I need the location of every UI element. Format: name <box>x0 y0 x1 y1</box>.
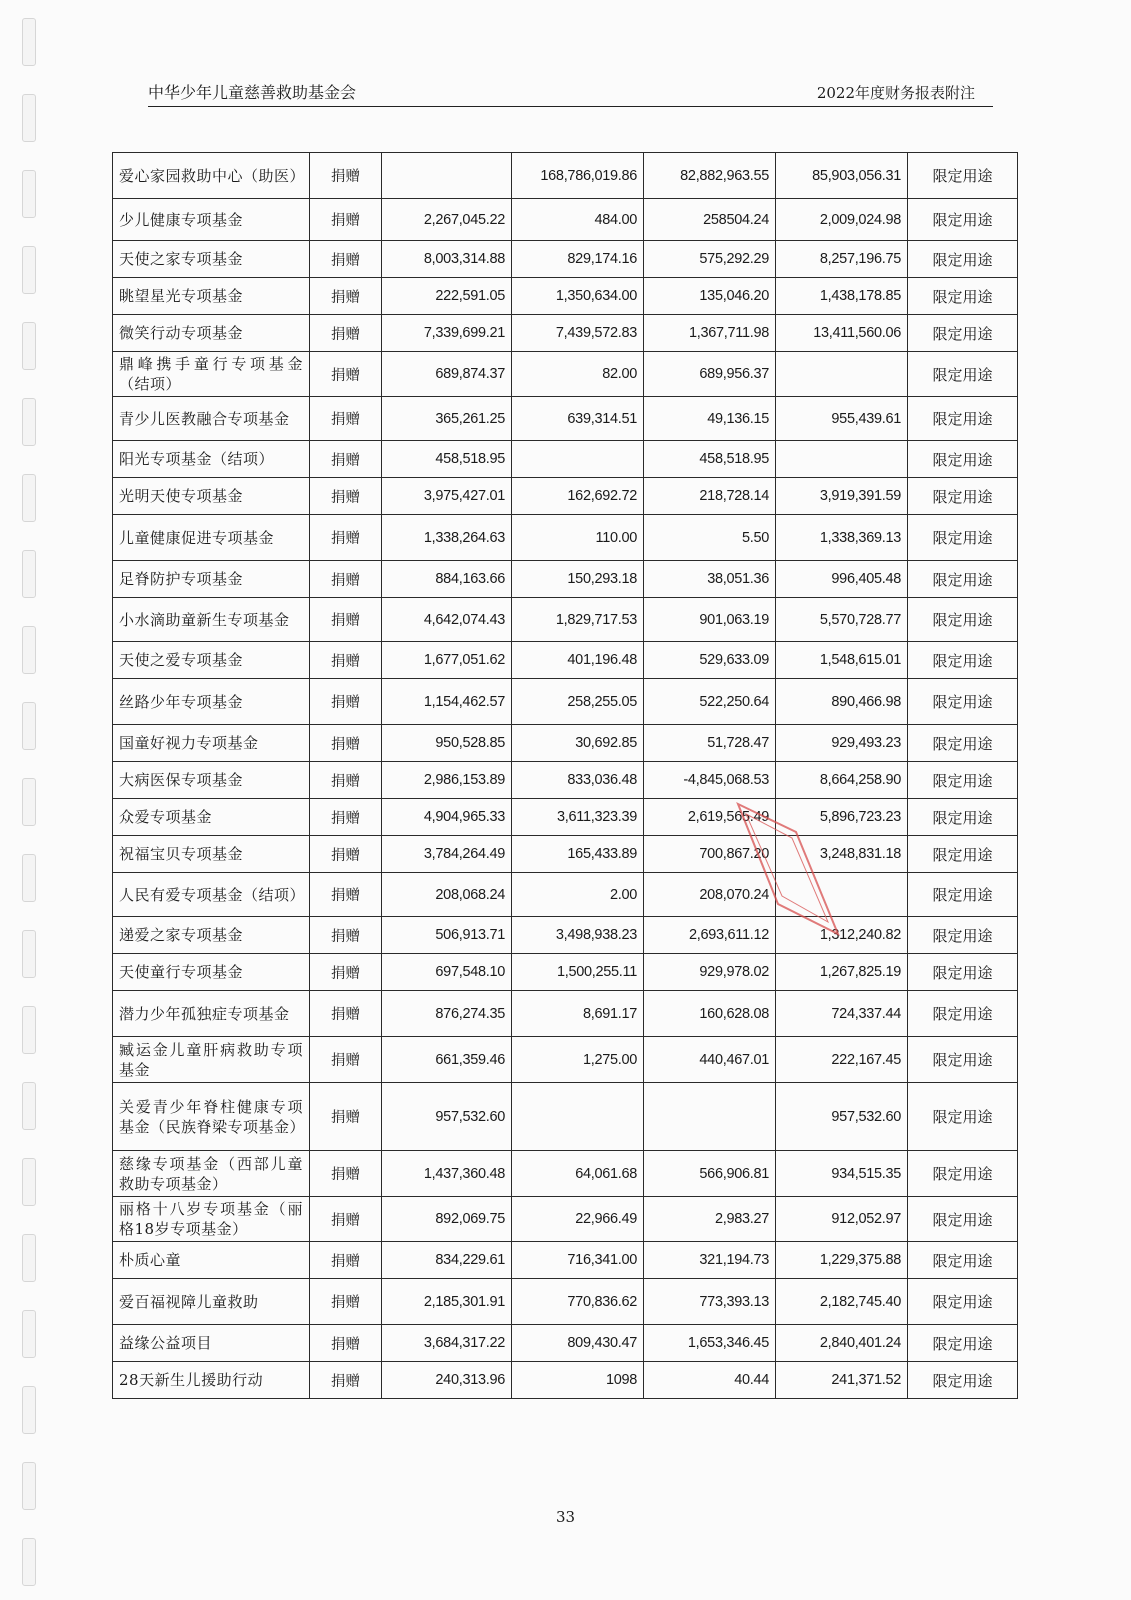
increase-amount-cell: 110.00 <box>512 515 644 561</box>
table-row <box>113 954 1018 991</box>
closing-balance-cell: 1,312,240.82 <box>776 917 908 954</box>
increase-amount-cell: 401,196.48 <box>512 642 644 679</box>
fund-type-cell: 捐赠 <box>310 352 382 397</box>
fund-use-cell: 限定用途 <box>908 873 1018 917</box>
opening-balance-cell: 1,437,360.48 <box>382 1151 512 1197</box>
closing-balance-cell: 13,411,560.06 <box>776 315 908 352</box>
decrease-amount-cell: 566,906.81 <box>644 1151 776 1197</box>
opening-balance-cell: 689,874.37 <box>382 352 512 397</box>
binding-hole <box>22 322 36 370</box>
increase-amount-cell: 82.00 <box>512 352 644 397</box>
closing-balance-cell: 222,167.45 <box>776 1037 908 1083</box>
fund-type-cell: 捐赠 <box>310 561 382 598</box>
fund-name-cell: 阳光专项基金（结项） <box>113 441 310 478</box>
decrease-amount-cell: 575,292.29 <box>644 241 776 278</box>
increase-amount-cell: 165,433.89 <box>512 836 644 873</box>
increase-amount-cell: 258,255.05 <box>512 679 644 725</box>
closing-balance-cell: 8,664,258.90 <box>776 762 908 799</box>
opening-balance-cell: 4,642,074.43 <box>382 598 512 642</box>
fund-name-cell: 28天新生儿援助行动 <box>113 1362 310 1399</box>
fund-use-cell: 限定用途 <box>908 1279 1018 1325</box>
fund-type-cell: 捐赠 <box>310 873 382 917</box>
increase-amount-cell: 2.00 <box>512 873 644 917</box>
restricted-funds-table <box>112 152 1018 1399</box>
increase-amount-cell <box>512 1083 644 1151</box>
fund-use-cell: 限定用途 <box>908 199 1018 241</box>
decrease-amount-cell: 929,978.02 <box>644 954 776 991</box>
increase-amount-cell: 1,350,634.00 <box>512 278 644 315</box>
fund-use-cell: 限定用途 <box>908 917 1018 954</box>
increase-amount-cell: 1,500,255.11 <box>512 954 644 991</box>
binding-hole <box>22 930 36 978</box>
fund-type-cell: 捐赠 <box>310 1362 382 1399</box>
fund-type-cell: 捐赠 <box>310 199 382 241</box>
increase-amount-cell <box>512 441 644 478</box>
fund-type-cell: 捐赠 <box>310 1279 382 1325</box>
fund-name-cell: 足脊防护专项基金 <box>113 561 310 598</box>
opening-balance-cell: 3,975,427.01 <box>382 478 512 515</box>
closing-balance-cell: 2,840,401.24 <box>776 1325 908 1362</box>
opening-balance-cell: 892,069.75 <box>382 1197 512 1242</box>
opening-balance-cell: 661,359.46 <box>382 1037 512 1083</box>
table-row <box>113 278 1018 315</box>
document-title: 2022年度财务报表附注 <box>816 84 975 102</box>
table-row <box>113 1362 1018 1399</box>
opening-balance-cell: 957,532.60 <box>382 1083 512 1151</box>
fund-use-cell: 限定用途 <box>908 1242 1018 1279</box>
opening-balance-cell: 2,185,301.91 <box>382 1279 512 1325</box>
closing-balance-cell: 1,548,615.01 <box>776 642 908 679</box>
decrease-amount-cell: 160,628.08 <box>644 991 776 1037</box>
binding-hole <box>22 94 36 142</box>
fund-name-cell: 潜力少年孤独症专项基金 <box>113 991 310 1037</box>
fund-use-cell: 限定用途 <box>908 1083 1018 1151</box>
decrease-amount-cell: 522,250.64 <box>644 679 776 725</box>
fund-type-cell: 捐赠 <box>310 679 382 725</box>
decrease-amount-cell: 258504.24 <box>644 199 776 241</box>
table-row <box>113 241 1018 278</box>
increase-amount-cell: 484.00 <box>512 199 644 241</box>
fund-name-cell: 人民有爱专项基金（结项） <box>113 873 310 917</box>
fund-use-cell: 限定用途 <box>908 352 1018 397</box>
decrease-amount-cell: 440,467.01 <box>644 1037 776 1083</box>
increase-amount-cell: 162,692.72 <box>512 478 644 515</box>
closing-balance-cell: 724,337.44 <box>776 991 908 1037</box>
fund-use-cell: 限定用途 <box>908 315 1018 352</box>
decrease-amount-cell: 458,518.95 <box>644 441 776 478</box>
fund-name-cell: 青少儿医教融合专项基金 <box>113 397 310 441</box>
opening-balance-cell: 3,684,317.22 <box>382 1325 512 1362</box>
fund-name-cell: 天使童行专项基金 <box>113 954 310 991</box>
closing-balance-cell: 1,438,178.85 <box>776 278 908 315</box>
decrease-amount-cell: 2,983.27 <box>644 1197 776 1242</box>
table-row <box>113 315 1018 352</box>
fund-name-cell: 祝福宝贝专项基金 <box>113 836 310 873</box>
increase-amount-cell: 3,611,323.39 <box>512 799 644 836</box>
fund-type-cell: 捐赠 <box>310 725 382 762</box>
closing-balance-cell: 929,493.23 <box>776 725 908 762</box>
opening-balance-cell: 8,003,314.88 <box>382 241 512 278</box>
binding-hole <box>22 1310 36 1358</box>
decrease-amount-cell: 1,653,346.45 <box>644 1325 776 1362</box>
binding-hole <box>22 1158 36 1206</box>
table-row <box>113 679 1018 725</box>
table-row <box>113 153 1018 199</box>
closing-balance-cell: 996,405.48 <box>776 561 908 598</box>
decrease-amount-cell: 321,194.73 <box>644 1242 776 1279</box>
increase-amount-cell: 22,966.49 <box>512 1197 644 1242</box>
decrease-amount-cell: 208,070.24 <box>644 873 776 917</box>
table-row <box>113 598 1018 642</box>
fund-type-cell: 捐赠 <box>310 836 382 873</box>
fund-use-cell: 限定用途 <box>908 991 1018 1037</box>
fund-type-cell: 捐赠 <box>310 278 382 315</box>
fund-name-cell: 国童好视力专项基金 <box>113 725 310 762</box>
binding-hole <box>22 702 36 750</box>
opening-balance-cell: 4,904,965.33 <box>382 799 512 836</box>
binding-hole <box>22 550 36 598</box>
closing-balance-cell: 3,919,391.59 <box>776 478 908 515</box>
fund-use-cell: 限定用途 <box>908 954 1018 991</box>
fund-type-cell: 捐赠 <box>310 991 382 1037</box>
opening-balance-cell: 222,591.05 <box>382 278 512 315</box>
table-row <box>113 1325 1018 1362</box>
fund-type-cell: 捐赠 <box>310 1037 382 1083</box>
binding-hole <box>22 170 36 218</box>
fund-name-cell: 微笑行动专项基金 <box>113 315 310 352</box>
opening-balance-cell: 2,267,045.22 <box>382 199 512 241</box>
binding-hole <box>22 1006 36 1054</box>
table-row <box>113 199 1018 241</box>
decrease-amount-cell: 1,367,711.98 <box>644 315 776 352</box>
decrease-amount-cell: 2,693,611.12 <box>644 917 776 954</box>
increase-amount-cell: 809,430.47 <box>512 1325 644 1362</box>
closing-balance-cell <box>776 873 908 917</box>
fund-name-cell: 关爱青少年脊柱健康专项基金（民族脊梁专项基金） <box>113 1083 310 1151</box>
closing-balance-cell: 85,903,056.31 <box>776 153 908 199</box>
fund-type-cell: 捐赠 <box>310 315 382 352</box>
increase-amount-cell: 150,293.18 <box>512 561 644 598</box>
table-row <box>113 642 1018 679</box>
table-row <box>113 1197 1018 1242</box>
opening-balance-cell: 1,338,264.63 <box>382 515 512 561</box>
decrease-amount-cell: 901,063.19 <box>644 598 776 642</box>
fund-name-cell: 慈缘专项基金（西部儿童救助专项基金） <box>113 1151 310 1197</box>
fund-name-cell: 天使之爱专项基金 <box>113 642 310 679</box>
decrease-amount-cell: 51,728.47 <box>644 725 776 762</box>
table-row <box>113 762 1018 799</box>
increase-amount-cell: 64,061.68 <box>512 1151 644 1197</box>
table-row <box>113 515 1018 561</box>
fund-name-cell: 众爱专项基金 <box>113 799 310 836</box>
decrease-amount-cell: 49,136.15 <box>644 397 776 441</box>
fund-name-cell: 大病医保专项基金 <box>113 762 310 799</box>
increase-amount-cell: 770,836.62 <box>512 1279 644 1325</box>
fund-type-cell: 捐赠 <box>310 1325 382 1362</box>
closing-balance-cell: 8,257,196.75 <box>776 241 908 278</box>
opening-balance-cell: 7,339,699.21 <box>382 315 512 352</box>
opening-balance-cell: 458,518.95 <box>382 441 512 478</box>
fund-use-cell: 限定用途 <box>908 1362 1018 1399</box>
increase-amount-cell: 639,314.51 <box>512 397 644 441</box>
fund-type-cell: 捐赠 <box>310 917 382 954</box>
fund-use-cell: 限定用途 <box>908 1197 1018 1242</box>
increase-amount-cell: 30,692.85 <box>512 725 644 762</box>
fund-use-cell: 限定用途 <box>908 725 1018 762</box>
fund-type-cell: 捐赠 <box>310 799 382 836</box>
closing-balance-cell: 1,267,825.19 <box>776 954 908 991</box>
fund-type-cell: 捐赠 <box>310 478 382 515</box>
binding-hole <box>22 398 36 446</box>
fund-use-cell: 限定用途 <box>908 515 1018 561</box>
fund-name-cell: 递爱之家专项基金 <box>113 917 310 954</box>
increase-amount-cell: 3,498,938.23 <box>512 917 644 954</box>
fund-use-cell: 限定用途 <box>908 561 1018 598</box>
fund-type-cell: 捐赠 <box>310 762 382 799</box>
opening-balance-cell: 365,261.25 <box>382 397 512 441</box>
fund-type-cell: 捐赠 <box>310 1242 382 1279</box>
decrease-amount-cell: 38,051.36 <box>644 561 776 598</box>
fund-type-cell: 捐赠 <box>310 441 382 478</box>
increase-amount-cell: 8,691.17 <box>512 991 644 1037</box>
fund-type-cell: 捐赠 <box>310 642 382 679</box>
table-row <box>113 799 1018 836</box>
table-row <box>113 397 1018 441</box>
closing-balance-cell <box>776 441 908 478</box>
opening-balance-cell: 2,986,153.89 <box>382 762 512 799</box>
opening-balance-cell: 876,274.35 <box>382 991 512 1037</box>
binding-hole <box>22 626 36 674</box>
table-row <box>113 1242 1018 1279</box>
closing-balance-cell: 5,896,723.23 <box>776 799 908 836</box>
table-row <box>113 917 1018 954</box>
closing-balance-cell: 912,052.97 <box>776 1197 908 1242</box>
decrease-amount-cell <box>644 1083 776 1151</box>
decrease-amount-cell: 5.50 <box>644 515 776 561</box>
increase-amount-cell: 716,341.00 <box>512 1242 644 1279</box>
binding-hole <box>22 1234 36 1282</box>
fund-use-cell: 限定用途 <box>908 241 1018 278</box>
binding-hole <box>22 1082 36 1130</box>
page-header <box>148 78 993 107</box>
decrease-amount-cell: 40.44 <box>644 1362 776 1399</box>
decrease-amount-cell: 82,882,963.55 <box>644 153 776 199</box>
table-row <box>113 1151 1018 1197</box>
decrease-amount-cell: -4,845,068.53 <box>644 762 776 799</box>
increase-amount-cell: 1,275.00 <box>512 1037 644 1083</box>
fund-name-cell: 儿童健康促进专项基金 <box>113 515 310 561</box>
fund-name-cell: 天使之家专项基金 <box>113 241 310 278</box>
closing-balance-cell: 2,182,745.40 <box>776 1279 908 1325</box>
decrease-amount-cell: 218,728.14 <box>644 478 776 515</box>
increase-amount-cell: 1098 <box>512 1362 644 1399</box>
closing-balance-cell: 2,009,024.98 <box>776 199 908 241</box>
decrease-amount-cell: 689,956.37 <box>644 352 776 397</box>
table-row <box>113 352 1018 397</box>
closing-balance-cell: 241,371.52 <box>776 1362 908 1399</box>
increase-amount-cell: 1,829,717.53 <box>512 598 644 642</box>
decrease-amount-cell: 700,867.20 <box>644 836 776 873</box>
fund-type-cell: 捐赠 <box>310 954 382 991</box>
fund-type-cell: 捐赠 <box>310 598 382 642</box>
fund-use-cell: 限定用途 <box>908 441 1018 478</box>
table-row <box>113 1279 1018 1325</box>
table-row <box>113 561 1018 598</box>
fund-name-cell: 丽格十八岁专项基金（丽格18岁专项基金） <box>113 1197 310 1242</box>
table-row <box>113 478 1018 515</box>
closing-balance-cell: 1,338,369.13 <box>776 515 908 561</box>
opening-balance-cell: 3,784,264.49 <box>382 836 512 873</box>
opening-balance-cell: 884,163.66 <box>382 561 512 598</box>
closing-balance-cell: 3,248,831.18 <box>776 836 908 873</box>
binding-hole <box>22 778 36 826</box>
fund-use-cell: 限定用途 <box>908 799 1018 836</box>
fund-type-cell: 捐赠 <box>310 1197 382 1242</box>
binding-holes <box>22 18 44 1588</box>
closing-balance-cell <box>776 352 908 397</box>
decrease-amount-cell: 2,619,565.49 <box>644 799 776 836</box>
closing-balance-cell: 1,229,375.88 <box>776 1242 908 1279</box>
table-row <box>113 873 1018 917</box>
fund-type-cell: 捐赠 <box>310 515 382 561</box>
binding-hole <box>22 18 36 66</box>
binding-hole <box>22 1462 36 1510</box>
opening-balance-cell: 240,313.96 <box>382 1362 512 1399</box>
opening-balance-cell: 506,913.71 <box>382 917 512 954</box>
opening-balance-cell: 208,068.24 <box>382 873 512 917</box>
opening-balance-cell: 697,548.10 <box>382 954 512 991</box>
increase-amount-cell: 168,786,019.86 <box>512 153 644 199</box>
fund-type-cell: 捐赠 <box>310 1083 382 1151</box>
fund-use-cell: 限定用途 <box>908 278 1018 315</box>
table-row <box>113 441 1018 478</box>
fund-name-cell: 鼎峰携手童行专项基金（结项） <box>113 352 310 397</box>
fund-use-cell: 限定用途 <box>908 1151 1018 1197</box>
decrease-amount-cell: 529,633.09 <box>644 642 776 679</box>
fund-name-cell: 眺望星光专项基金 <box>113 278 310 315</box>
fund-type-cell: 捐赠 <box>310 153 382 199</box>
binding-hole <box>22 1538 36 1586</box>
fund-use-cell: 限定用途 <box>908 1325 1018 1362</box>
opening-balance-cell: 950,528.85 <box>382 725 512 762</box>
fund-type-cell: 捐赠 <box>310 241 382 278</box>
fund-type-cell: 捐赠 <box>310 1151 382 1197</box>
binding-hole <box>22 474 36 522</box>
table-row <box>113 1037 1018 1083</box>
fund-use-cell: 限定用途 <box>908 1037 1018 1083</box>
opening-balance-cell: 1,677,051.62 <box>382 642 512 679</box>
fund-use-cell: 限定用途 <box>908 836 1018 873</box>
fund-type-cell: 捐赠 <box>310 397 382 441</box>
fund-use-cell: 限定用途 <box>908 397 1018 441</box>
opening-balance-cell: 834,229.61 <box>382 1242 512 1279</box>
opening-balance-cell <box>382 153 512 199</box>
fund-name-cell: 朴质心童 <box>113 1242 310 1279</box>
fund-name-cell: 爱心家园救助中心（助医） <box>113 153 310 199</box>
closing-balance-cell: 955,439.61 <box>776 397 908 441</box>
fund-name-cell: 光明天使专项基金 <box>113 478 310 515</box>
binding-hole <box>22 1386 36 1434</box>
fund-name-cell: 臧运金儿童肝病救助专项基金 <box>113 1037 310 1083</box>
page-number: 33 <box>555 1508 576 1526</box>
increase-amount-cell: 829,174.16 <box>512 241 644 278</box>
fund-use-cell: 限定用途 <box>908 762 1018 799</box>
table-row <box>113 1083 1018 1151</box>
fund-use-cell: 限定用途 <box>908 642 1018 679</box>
binding-hole <box>22 246 36 294</box>
fund-name-cell: 小水滴助童新生专项基金 <box>113 598 310 642</box>
fund-use-cell: 限定用途 <box>908 679 1018 725</box>
increase-amount-cell: 7,439,572.83 <box>512 315 644 352</box>
fund-name-cell: 丝路少年专项基金 <box>113 679 310 725</box>
increase-amount-cell: 833,036.48 <box>512 762 644 799</box>
fund-use-cell: 限定用途 <box>908 598 1018 642</box>
closing-balance-cell: 5,570,728.77 <box>776 598 908 642</box>
table-row <box>113 836 1018 873</box>
decrease-amount-cell: 135,046.20 <box>644 278 776 315</box>
organization-name: 中华少年儿童慈善救助基金会 <box>148 83 357 102</box>
fund-name-cell: 益缘公益项目 <box>113 1325 310 1362</box>
fund-name-cell: 少儿健康专项基金 <box>113 199 310 241</box>
opening-balance-cell: 1,154,462.57 <box>382 679 512 725</box>
closing-balance-cell: 957,532.60 <box>776 1083 908 1151</box>
table-row <box>113 725 1018 762</box>
binding-hole <box>22 854 36 902</box>
fund-name-cell: 爱百福视障儿童救助 <box>113 1279 310 1325</box>
table-row <box>113 991 1018 1037</box>
fund-use-cell: 限定用途 <box>908 478 1018 515</box>
closing-balance-cell: 890,466.98 <box>776 679 908 725</box>
fund-use-cell: 限定用途 <box>908 153 1018 199</box>
decrease-amount-cell: 773,393.13 <box>644 1279 776 1325</box>
closing-balance-cell: 934,515.35 <box>776 1151 908 1197</box>
